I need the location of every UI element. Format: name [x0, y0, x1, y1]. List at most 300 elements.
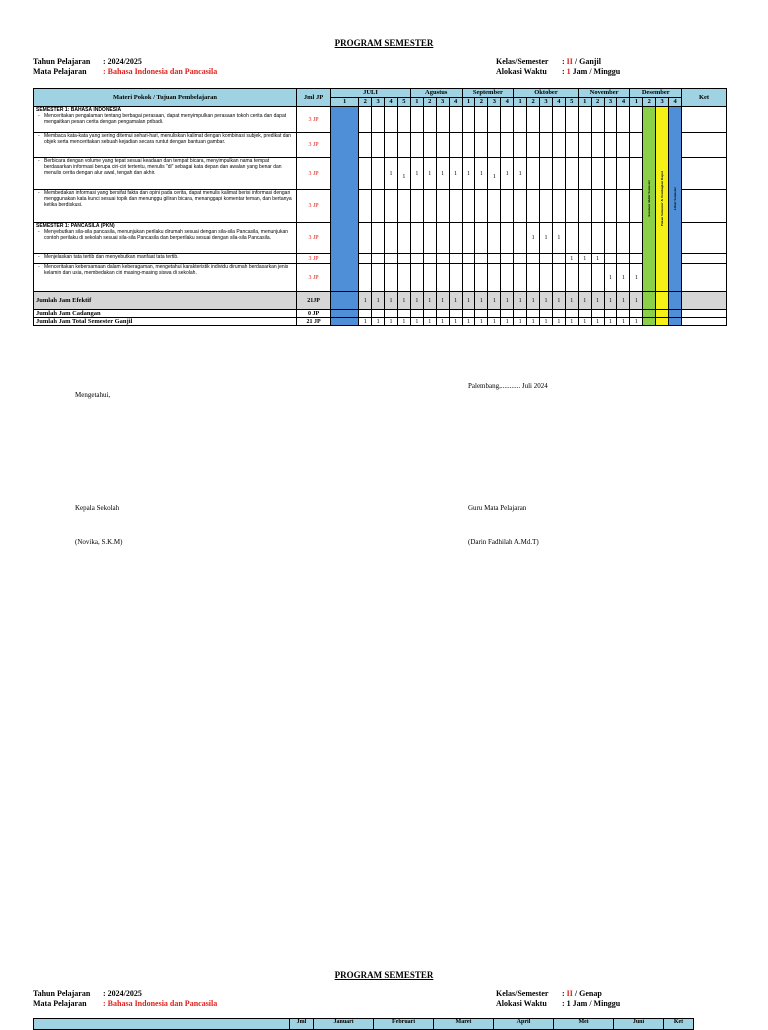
week-cell	[397, 158, 410, 190]
ket-cell	[682, 223, 727, 254]
week-cell	[449, 190, 462, 223]
jp-mark: 1	[389, 297, 393, 304]
week-cell	[359, 158, 372, 190]
week-header: 3	[372, 98, 385, 107]
month-juli: JULI	[331, 89, 411, 98]
table-row	[34, 107, 727, 133]
jp-mark: 1	[570, 255, 574, 262]
week-cell	[488, 158, 501, 190]
month-november: November	[578, 89, 630, 98]
page2-mata-pelajaran: Mata Pelajaran : Bahasa Indonesia dan Pancasila	[33, 999, 218, 1008]
jp-cell: 3 JP	[297, 107, 331, 133]
week-cell	[462, 190, 475, 223]
week-cell	[449, 318, 462, 326]
table-row	[34, 133, 727, 158]
kepala-sekolah-label: Kepala Sekolah	[75, 504, 120, 512]
month-september: September	[462, 89, 514, 98]
week-cell	[514, 318, 527, 326]
jp-mark: 1	[376, 297, 380, 304]
week-cell	[385, 264, 398, 292]
week-cell	[462, 318, 475, 326]
week-cell	[501, 254, 514, 264]
week-cell	[501, 264, 514, 292]
week-header: 4	[617, 98, 630, 107]
week-cell	[514, 310, 527, 318]
week-cell	[397, 254, 410, 264]
week-cell	[475, 310, 488, 318]
week-cell	[488, 318, 501, 326]
jp-mark: 1	[479, 170, 483, 177]
week-cell	[410, 107, 423, 133]
week-cell	[552, 133, 565, 158]
week-cell	[449, 292, 462, 310]
week-cell	[475, 158, 488, 190]
week-header: 4	[669, 98, 682, 107]
week-cell	[514, 107, 527, 133]
week-cell	[630, 133, 643, 158]
week-cell	[527, 254, 540, 264]
week-cell	[488, 292, 501, 310]
tahun-pelajaran: Tahun Pelajaran : 2024/2025	[33, 57, 142, 66]
ket-cell	[682, 310, 727, 318]
week-cell	[565, 190, 578, 223]
ket-cell	[682, 190, 727, 223]
jp-mark: 1	[389, 318, 393, 325]
week-cell	[449, 223, 462, 254]
week-header: 3	[540, 98, 553, 107]
week-cell	[669, 310, 682, 318]
week-cell	[385, 292, 398, 310]
week-cell	[527, 264, 540, 292]
pembagian-rapot-column-label: Pekan Semester & Pembagian Rapot	[660, 171, 665, 227]
week-cell	[656, 310, 669, 318]
week-header: 3	[436, 98, 449, 107]
table-row	[34, 158, 727, 190]
mengetahui: Mengetahui,	[75, 391, 111, 399]
jp-mark: 1	[441, 318, 445, 325]
week-cell	[591, 254, 604, 264]
week-cell	[475, 318, 488, 326]
jp-mark: 1	[467, 297, 470, 304]
week-header: 5	[565, 98, 578, 107]
jp-mark: 1	[557, 235, 561, 241]
page2-title: PROGRAM SEMESTER	[334, 970, 434, 980]
summary-label: Jumlah Jam Efektif	[34, 292, 297, 310]
week-cell	[527, 310, 540, 318]
jp-cell: 3 JP	[297, 158, 331, 190]
week-cell	[449, 107, 462, 133]
month-agustus: Agustus	[410, 89, 462, 98]
week-cell	[540, 254, 553, 264]
week-cell	[436, 223, 449, 254]
week-cell	[565, 254, 578, 264]
week-cell	[591, 107, 604, 133]
week-cell	[540, 292, 553, 310]
week-cell	[436, 254, 449, 264]
col-materi-header: Materi Pokok / Tujuan Pembelajaran	[34, 89, 297, 107]
week-cell	[514, 292, 527, 310]
page2-month-februari: Februari	[374, 1019, 434, 1030]
week-cell	[475, 223, 488, 254]
week-cell	[591, 264, 604, 292]
week-cell	[527, 190, 540, 223]
week-cell	[397, 318, 410, 326]
week-cell	[578, 158, 591, 190]
week-cell	[410, 190, 423, 223]
jp-mark: 1	[518, 297, 522, 304]
jp-mark: 1	[441, 297, 445, 304]
week-cell	[540, 310, 553, 318]
week-cell	[630, 310, 643, 318]
week-cell	[423, 133, 436, 158]
learning-objective: - Membedakan informasi yang bersifat fakta dan opini pada cerita, dapat menulis kalimat berisi informasi dengan menggunakan kata kunci sesuai topik dan menunggu giliran bicara, menanggapi komentar teman, dan bertanya ketika berdiskusi.	[44, 190, 294, 208]
week-cell	[436, 318, 449, 326]
week-cell	[617, 254, 630, 264]
jp-mark: 1	[621, 297, 625, 304]
week-cell	[410, 264, 423, 292]
week-cell	[630, 292, 643, 310]
guru-label: Guru Mata Pelajaran	[468, 504, 527, 512]
week-cell	[604, 318, 617, 326]
week-cell	[591, 223, 604, 254]
week-cell	[359, 292, 372, 310]
week-cell	[501, 158, 514, 190]
week-cell	[552, 254, 565, 264]
week-cell	[617, 158, 630, 190]
week-cell	[385, 158, 398, 190]
materi-cell	[34, 190, 297, 223]
week-cell	[514, 254, 527, 264]
holiday-block	[331, 107, 359, 292]
ket-cell	[682, 107, 727, 133]
week-cell	[565, 133, 578, 158]
week-cell	[617, 292, 630, 310]
week-cell	[385, 190, 398, 223]
week-cell	[359, 254, 372, 264]
jp-mark: 1	[531, 297, 535, 304]
week-cell	[488, 254, 501, 264]
section-heading: SEMESTER 1: BAHASA INDONESIA	[36, 107, 122, 113]
week-cell	[527, 107, 540, 133]
week-cell	[669, 292, 682, 310]
week-cell	[359, 318, 372, 326]
week-cell	[423, 318, 436, 326]
week-cell	[385, 107, 398, 133]
mata-pelajaran: Mata Pelajaran : Bahasa Indonesia dan Pancasila	[33, 67, 218, 76]
week-cell	[397, 310, 410, 318]
summary-label: Jumlah Jam Cadangan	[34, 310, 297, 318]
libur-semester-column	[669, 107, 682, 292]
week-cell	[591, 190, 604, 223]
week-cell	[656, 292, 669, 310]
table-row	[34, 223, 727, 254]
ket-cell	[682, 158, 727, 190]
materi-cell	[34, 264, 297, 292]
jp-cell: 3 JP	[297, 133, 331, 158]
jp-mark: 1	[518, 318, 522, 325]
week-cell	[552, 292, 565, 310]
week-cell	[578, 107, 591, 133]
week-cell	[527, 223, 540, 254]
table-row	[34, 254, 727, 264]
week-cell	[552, 107, 565, 133]
month-desember: Desember	[630, 89, 682, 98]
week-header: 4	[501, 98, 514, 107]
page2-kelas-semester: Kelas/Semester : II / Genap	[496, 989, 602, 998]
month-oktober: Oktober	[514, 89, 579, 98]
week-cell	[372, 264, 385, 292]
summary-jp: 21JP	[297, 292, 331, 310]
week-cell	[410, 133, 423, 158]
week-cell	[604, 223, 617, 254]
week-cell	[397, 264, 410, 292]
kepala-sekolah-name: (Novika, S.K.M)	[75, 538, 123, 546]
week-cell	[591, 133, 604, 158]
week-header: 2	[359, 98, 372, 107]
week-cell	[372, 310, 385, 318]
week-cell	[656, 318, 669, 326]
week-header: 5	[397, 98, 410, 107]
week-cell	[462, 158, 475, 190]
holiday-block	[331, 310, 359, 318]
week-cell	[578, 223, 591, 254]
week-cell	[643, 292, 656, 310]
jp-mark: 1	[479, 318, 483, 325]
week-cell	[423, 310, 436, 318]
jp-mark: 1	[402, 318, 406, 325]
jp-mark: 1	[544, 235, 548, 241]
week-header: 3	[488, 98, 501, 107]
jp-mark: 1	[389, 170, 393, 177]
page2-month-maret: Maret	[434, 1019, 494, 1030]
week-cell	[462, 254, 475, 264]
jp-mark: 1	[492, 173, 496, 180]
week-cell	[397, 107, 410, 133]
asesmen-column	[643, 107, 656, 292]
week-cell	[436, 264, 449, 292]
jp-mark: 1	[454, 170, 458, 177]
week-cell	[578, 310, 591, 318]
week-cell	[617, 107, 630, 133]
week-header: 1	[514, 98, 527, 107]
week-cell	[578, 318, 591, 326]
jp-mark: 1	[492, 318, 496, 325]
page2-month-juni: Juni	[614, 1019, 664, 1030]
ket-cell	[682, 264, 727, 292]
ket-cell	[682, 254, 727, 264]
week-cell	[423, 264, 436, 292]
week-cell	[604, 107, 617, 133]
jp-mark: 1	[428, 170, 432, 177]
learning-objective: - Menceritakan pengalaman tentang berbagai perasaan, dapat menyimpulkan perasaan tokoh cerita dan dapat mengaitkan pesan cerita dengan pengamalan pribadi.	[44, 113, 294, 125]
week-cell	[578, 254, 591, 264]
jp-mark: 1	[557, 318, 561, 325]
materi-cell	[34, 254, 297, 264]
week-cell	[488, 190, 501, 223]
week-cell	[501, 107, 514, 133]
week-cell	[501, 190, 514, 223]
section-heading: SEMESTER 1: PANCASILA (PKN)	[36, 223, 115, 229]
learning-objective: - Berbicara dengan volume yang tepat sesuai keadaan dan tempat bicara, menyimpulkan nama tempat berdasarkan informasi berupa ciri-ciri tertentu, menulis "di" sebagai kata depan dan awalan yang benar dan menulis cerita dengan alur awal, tengah dan akhir.	[44, 158, 294, 176]
jp-mark: 1	[609, 274, 613, 281]
jp-mark: 1	[428, 297, 432, 304]
jp-mark: 1	[415, 297, 419, 304]
week-cell	[475, 107, 488, 133]
week-header: 3	[656, 98, 669, 107]
week-cell	[617, 190, 630, 223]
jp-mark: 1	[415, 318, 419, 325]
week-cell	[462, 310, 475, 318]
jp-mark: 1	[454, 297, 458, 304]
week-cell	[385, 254, 398, 264]
week-cell	[565, 292, 578, 310]
week-cell	[397, 223, 410, 254]
week-cell	[423, 292, 436, 310]
week-cell	[423, 254, 436, 264]
week-cell	[501, 310, 514, 318]
learning-objective: - Menjelaskan tata tertib dan menyebutkan manfaat tata tertib.	[44, 254, 294, 260]
week-cell	[540, 264, 553, 292]
summary-label: Jumlah Jam Total Semester Ganjil	[34, 318, 297, 326]
jp-mark: 1	[376, 318, 380, 325]
table-row	[34, 264, 727, 292]
week-cell	[501, 223, 514, 254]
week-cell	[565, 318, 578, 326]
materi-cell	[34, 223, 297, 254]
week-cell	[385, 223, 398, 254]
jp-mark: 1	[441, 170, 445, 177]
materi-cell	[34, 107, 297, 133]
week-cell	[359, 264, 372, 292]
week-cell	[385, 318, 398, 326]
week-cell	[514, 264, 527, 292]
week-cell	[359, 107, 372, 133]
week-cell	[436, 107, 449, 133]
week-cell	[578, 264, 591, 292]
week-cell	[630, 158, 643, 190]
week-cell	[514, 158, 527, 190]
summary-jp: 21 JP	[297, 318, 331, 326]
jp-cell: 3 JP	[297, 190, 331, 223]
week-cell	[617, 223, 630, 254]
week-cell	[540, 190, 553, 223]
week-cell	[565, 158, 578, 190]
week-cell	[591, 310, 604, 318]
jp-mark: 1	[596, 318, 600, 325]
jp-mark: 1	[557, 297, 561, 304]
jp-mark: 1	[518, 170, 522, 177]
week-cell	[552, 310, 565, 318]
week-cell	[540, 107, 553, 133]
week-cell	[423, 190, 436, 223]
week-cell	[604, 292, 617, 310]
materi-cell	[34, 133, 297, 158]
jp-mark: 1	[492, 297, 496, 304]
jp-mark: 1	[363, 318, 367, 325]
week-cell	[475, 133, 488, 158]
week-cell	[359, 223, 372, 254]
summary-jp: 0 JP	[297, 310, 331, 318]
week-cell	[643, 318, 656, 326]
page2-month-mei: Mei	[554, 1019, 614, 1030]
page2-col-ket: Ket	[664, 1019, 694, 1030]
week-cell	[501, 292, 514, 310]
week-cell	[372, 190, 385, 223]
page2-month-januari: Januari	[314, 1019, 374, 1030]
learning-objective: - Menyebutkan sila-sila pancasila, menunjukan perilaku dirumah sesuai dengan sila-sila Pancasila, menunjukan contoh perilaku di sekolah sesuai sila-sila Pancasila dan berperilaku sesuai dengan sila-sila Pancasila.	[44, 229, 294, 241]
week-cell	[488, 133, 501, 158]
week-cell	[359, 310, 372, 318]
week-cell	[578, 190, 591, 223]
week-cell	[514, 133, 527, 158]
week-cell	[540, 158, 553, 190]
week-cell	[488, 223, 501, 254]
week-header: 4	[385, 98, 398, 107]
week-cell	[449, 133, 462, 158]
week-cell	[488, 310, 501, 318]
jp-mark: 1	[583, 255, 587, 262]
week-cell	[385, 310, 398, 318]
week-cell	[617, 310, 630, 318]
week-cell	[449, 310, 462, 318]
week-cell	[359, 190, 372, 223]
week-cell	[578, 292, 591, 310]
libur-semester-column-label: Libur Semester	[673, 187, 678, 211]
week-cell	[552, 223, 565, 254]
week-cell	[669, 318, 682, 326]
guru-name: (Darin Fadhilah A.Md.T)	[468, 538, 539, 546]
week-cell	[591, 318, 604, 326]
jp-mark: 1	[583, 297, 587, 304]
week-cell	[372, 254, 385, 264]
week-header: 2	[527, 98, 540, 107]
week-cell	[462, 133, 475, 158]
week-cell	[372, 292, 385, 310]
jp-mark: 1	[467, 170, 470, 177]
week-cell	[462, 292, 475, 310]
ket-cell	[682, 292, 727, 310]
week-cell	[397, 292, 410, 310]
page2-month-april: April	[494, 1019, 554, 1030]
week-cell	[372, 318, 385, 326]
week-cell	[604, 190, 617, 223]
week-cell	[617, 264, 630, 292]
week-header: 2	[591, 98, 604, 107]
jp-mark: 1	[621, 274, 625, 281]
week-cell	[436, 292, 449, 310]
asesmen-column-label: Asesmen Akhir Semester	[647, 180, 652, 218]
week-cell	[372, 158, 385, 190]
jp-cell: 3 JP	[297, 254, 331, 264]
week-cell	[527, 292, 540, 310]
jp-mark: 1	[544, 297, 548, 304]
jp-mark: 1	[454, 318, 458, 325]
jp-mark: 1	[531, 235, 535, 241]
jp-mark: 1	[570, 297, 574, 304]
week-cell	[591, 292, 604, 310]
week-cell	[552, 318, 565, 326]
week-cell	[643, 310, 656, 318]
week-cell	[617, 133, 630, 158]
week-cell	[591, 158, 604, 190]
week-cell	[449, 264, 462, 292]
week-header: 1	[630, 98, 643, 107]
week-cell	[604, 133, 617, 158]
week-cell	[372, 133, 385, 158]
jp-mark: 1	[609, 318, 613, 325]
week-header: 2	[643, 98, 656, 107]
week-cell	[436, 158, 449, 190]
